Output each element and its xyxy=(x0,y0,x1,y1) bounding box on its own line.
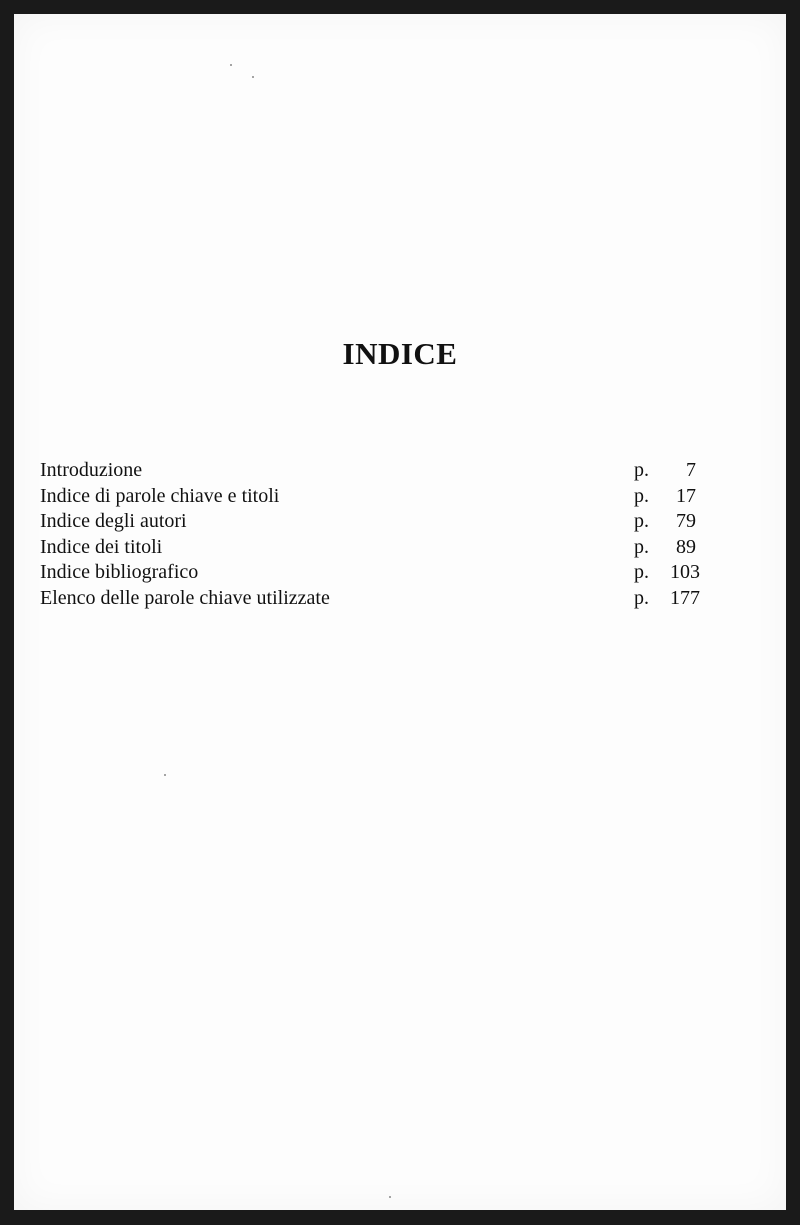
toc-page-prefix: p. xyxy=(634,586,649,609)
scan-speck xyxy=(230,64,232,66)
toc-page-prefix: p. xyxy=(634,484,649,507)
scan-speck xyxy=(389,1196,391,1198)
toc-entry xyxy=(40,586,700,612)
toc-page-number: 177 xyxy=(670,586,700,609)
document-page xyxy=(14,14,786,1210)
toc-page-prefix: p. xyxy=(634,535,649,558)
toc-entry-label: Indice bibliografico xyxy=(40,561,199,583)
toc-page-prefix: p. xyxy=(634,459,649,481)
toc-page-prefix: p. xyxy=(634,561,649,583)
table-of-contents xyxy=(40,458,700,611)
toc-page-prefix: p. xyxy=(634,510,649,532)
toc-page-number: 79 xyxy=(676,510,696,532)
toc-entry-label: Introduzione xyxy=(40,459,143,481)
scan-speck xyxy=(252,76,254,78)
toc-entry xyxy=(40,535,696,561)
toc-entry-label: Elenco delle parole chiave utilizzate xyxy=(40,586,330,609)
toc-page-number: 7 xyxy=(686,459,696,481)
toc-page-number: 89 xyxy=(676,535,696,558)
toc-entry-label: Indice dei titoli xyxy=(40,535,163,558)
toc-page-number: 17 xyxy=(676,484,696,507)
toc-entry xyxy=(40,484,696,510)
toc-entry xyxy=(40,509,696,535)
toc-entry xyxy=(40,560,700,586)
toc-entry-label: Indice di parole chiave e titoli xyxy=(40,484,280,507)
toc-page-number: 103 xyxy=(670,561,700,583)
toc-entry-label: Indice degli autori xyxy=(40,510,187,532)
toc-entry xyxy=(40,458,696,484)
scan-speck xyxy=(164,774,166,776)
page-title: INDICE xyxy=(342,336,458,371)
